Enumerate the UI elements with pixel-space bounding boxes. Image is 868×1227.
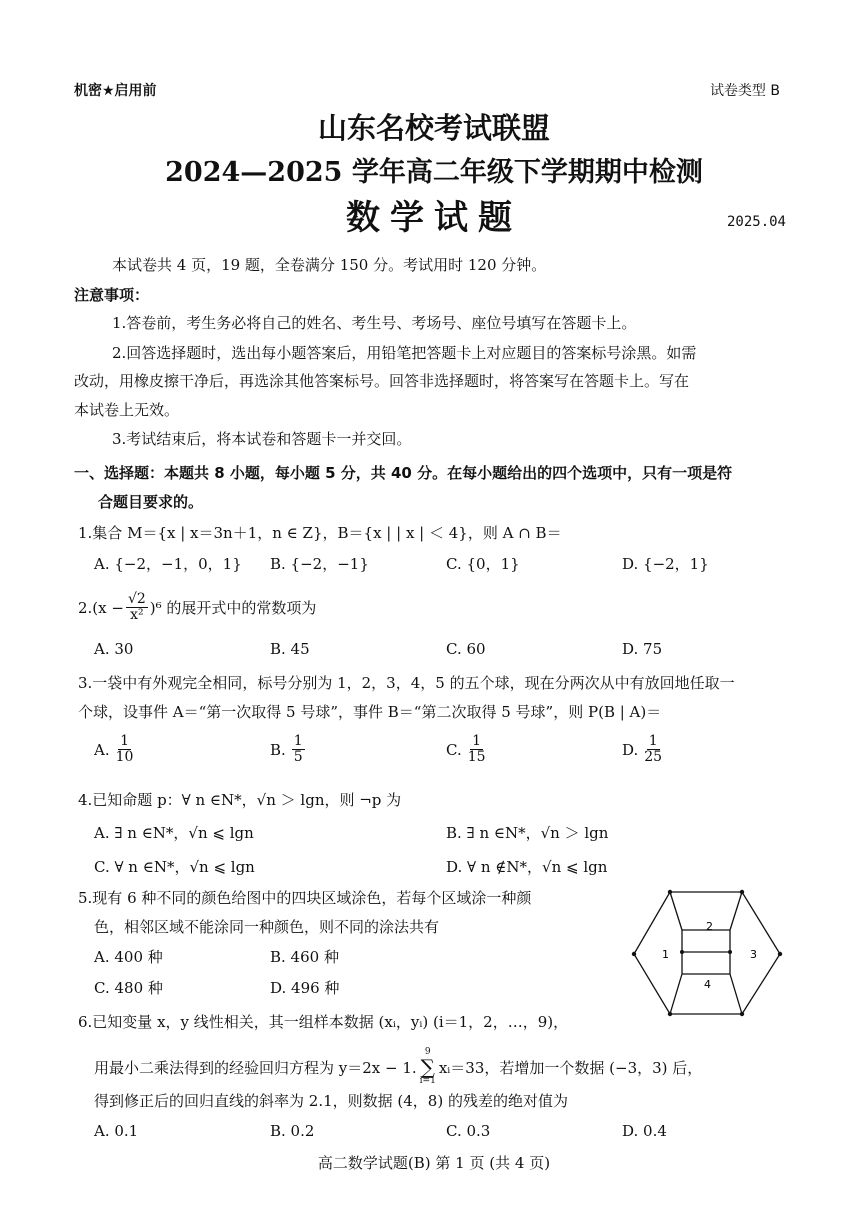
notice-item-2-line-1: 2.回答选择题时，选出每小题答案后，用铅笔把答题卡上对应题目的答案标号涂黑。如需 bbox=[112, 344, 697, 362]
option-b-label: B. bbox=[270, 740, 286, 759]
vertex-dot bbox=[680, 950, 684, 954]
question-3-line-2: 个球，设事件 A＝“第一次取得 5 号球”，事件 B＝“第二次取得 5 号球”，则 P(B | A)＝ bbox=[78, 703, 662, 721]
region-1-label: 1 bbox=[662, 948, 669, 961]
question-2-stem bbox=[78, 592, 316, 624]
alliance-title: 山东名校考试联盟 bbox=[317, 111, 550, 145]
summation-upper-limit: 9 bbox=[424, 1047, 431, 1057]
edge-line bbox=[670, 974, 682, 1014]
option-b-denominator: 5 bbox=[293, 749, 303, 766]
question-6-option-d: D. 0.4 bbox=[622, 1122, 667, 1140]
question-1-option-d: D. {−2，1} bbox=[622, 555, 709, 573]
question-1-option-a: A. {−2，−1，0，1} bbox=[94, 555, 242, 573]
question-5-line-1: 5.现有 6 种不同的颜色给图中的四块区域涂色，若每个区域涂一种颜 bbox=[78, 889, 532, 907]
question-6-option-c: C. 0.3 bbox=[446, 1122, 491, 1140]
option-a-numerator: 1 bbox=[120, 733, 129, 749]
question-1-option-b: B. {−2，−1} bbox=[270, 555, 369, 573]
option-b-numerator: 1 bbox=[293, 733, 303, 749]
option-c-label: C. bbox=[446, 740, 462, 759]
subject-title: 数学试题 bbox=[346, 198, 522, 238]
option-c-numerator: 1 bbox=[472, 733, 482, 749]
vertex-dot bbox=[778, 952, 782, 956]
option-a-label: A. bbox=[94, 740, 110, 759]
question-4-option-c: C. ∀ n ∈N*，√n ⩽ lgn bbox=[94, 858, 255, 876]
hexagon-outline bbox=[634, 892, 780, 1014]
option-c-denominator: 15 bbox=[467, 749, 486, 766]
vertex-dot bbox=[668, 890, 672, 894]
vertex-dot bbox=[740, 1012, 744, 1016]
question-4-stem: 4.已知命题 p：∀ n ∈N*，√n ＞ lgn，则 ¬p 为 bbox=[78, 791, 402, 809]
vertex-dot bbox=[668, 1012, 672, 1016]
question-3-option-b bbox=[270, 734, 305, 766]
exam-date: 2025.04 bbox=[726, 214, 786, 230]
question-2-option-c: C. 60 bbox=[446, 640, 486, 658]
vertex-dot bbox=[728, 950, 732, 954]
question-6-line-1: 6.已知变量 x，y 线性相关，其一组样本数据 (xᵢ，yᵢ) (i＝1，2，…，9)， bbox=[78, 1013, 569, 1031]
intro-text: 本试卷共 4 页，19 题，全卷满分 150 分。考试用时 120 分钟。 bbox=[112, 256, 547, 274]
question-6-line-2 bbox=[94, 1048, 702, 1086]
summation-sign: ∑ bbox=[420, 1055, 435, 1079]
section-1-instruction-line-2: 合题目要求的。 bbox=[98, 493, 204, 511]
summation-symbol bbox=[420, 1048, 436, 1086]
edge-line bbox=[730, 892, 742, 930]
question-6-line-2-end: xᵢ＝33，若增加一个数据 (−3，3) 后， bbox=[438, 1058, 703, 1077]
vertex-dot bbox=[632, 952, 636, 956]
question-2-fraction-numerator: √2 bbox=[127, 591, 146, 607]
region-coloring-figure bbox=[628, 886, 788, 1020]
notice-item-1: 1.答卷前，考生务必将自己的姓名、考生号、考场号、座位号填写在答题卡上。 bbox=[112, 314, 637, 332]
question-3-option-d bbox=[622, 734, 662, 766]
vertex-dot bbox=[740, 890, 744, 894]
notice-item-2-line-2: 改动，用橡皮擦干净后，再选涂其他答案标号。回答非选择题时，将答案写在答题卡上。写在 bbox=[74, 372, 690, 390]
question-6-line-3: 得到修正后的回归直线的斜率为 2.1，则数据 (4，8) 的残差的绝对值为 bbox=[94, 1092, 568, 1110]
page-footer: 高二数学试题(B) 第 1 页 (共 4 页) bbox=[317, 1154, 551, 1172]
section-1-instruction-line-1: 一、选择题：本题共 8 小题，每小题 5 分，共 40 分。在每小题给出的四个选项中，只有一项是符 bbox=[74, 464, 733, 482]
question-6-option-a: A. 0.1 bbox=[94, 1122, 139, 1140]
question-2-prefix: 2.(x − bbox=[78, 598, 124, 617]
question-4-option-d: D. ∀ n ∉N*，√n ⩽ lgn bbox=[446, 858, 608, 876]
question-2-suffix: )⁶ 的展开式中的常数项为 bbox=[149, 599, 317, 618]
option-d-denominator: 25 bbox=[644, 749, 663, 766]
notice-item-3: 3.考试结束后，将本试卷和答题卡一并交回。 bbox=[112, 430, 412, 448]
option-d-numerator: 1 bbox=[648, 733, 658, 749]
option-d-label: D. bbox=[622, 740, 639, 759]
edge-line bbox=[730, 974, 742, 1014]
question-3-line-1: 3.一袋中有外观完全相同，标号分别为 1，2，3，4，5 的五个球，现在分两次从中有放回地任取一 bbox=[78, 674, 735, 692]
question-2-fraction bbox=[126, 592, 148, 624]
region-4-label: 4 bbox=[704, 978, 711, 991]
question-4-option-b: B. ∃ n ∈N*，√n ＞ lgn bbox=[446, 824, 609, 842]
notice-heading: 注意事项： bbox=[74, 286, 150, 304]
question-5-option-b: B. 460 种 bbox=[270, 948, 339, 966]
region-3-label: 3 bbox=[750, 948, 757, 961]
region-2-label: 2 bbox=[706, 920, 713, 933]
question-1-stem: 1.集合 M＝{x | x＝3n＋1，n ∈ Z}，B＝{x | | x | ＜ 4}，则 A ∩ B＝ bbox=[78, 524, 562, 542]
question-3-option-c bbox=[446, 734, 486, 766]
question-5-option-c: C. 480 种 bbox=[94, 979, 163, 997]
question-2-option-b: B. 45 bbox=[270, 640, 310, 658]
question-5-option-d: D. 496 种 bbox=[270, 979, 340, 997]
question-2-option-d: D. 75 bbox=[622, 640, 663, 658]
question-5-option-a: A. 400 种 bbox=[94, 948, 163, 966]
paper-type-label: 试卷类型 B bbox=[709, 83, 780, 99]
question-1-option-c: C. {0，1} bbox=[446, 555, 520, 573]
question-6-option-b: B. 0.2 bbox=[270, 1122, 315, 1140]
notice-item-2-line-3: 本试卷上无效。 bbox=[74, 401, 180, 419]
confidential-label: 机密★启用前 bbox=[74, 83, 157, 99]
question-3-option-a bbox=[94, 734, 133, 766]
exam-title: 2024—2025 学年高二年级下学期期中检测 bbox=[165, 157, 703, 188]
question-2-fraction-denominator: x² bbox=[130, 607, 144, 624]
option-a-denominator: 10 bbox=[115, 749, 134, 766]
question-4-option-a: A. ∃ n ∈N*，√n ⩽ lgn bbox=[94, 824, 254, 842]
question-2-option-a: A. 30 bbox=[94, 640, 134, 658]
question-5-line-2: 色，相邻区域不能涂同一种颜色，则不同的涂法共有 bbox=[94, 918, 440, 936]
edge-line bbox=[670, 892, 682, 930]
summation-lower-limit: i=1 bbox=[419, 1076, 436, 1086]
question-6-line-2-start: 用最小二乘法得到的经验回归方程为 y＝2x − 1. bbox=[94, 1058, 417, 1077]
